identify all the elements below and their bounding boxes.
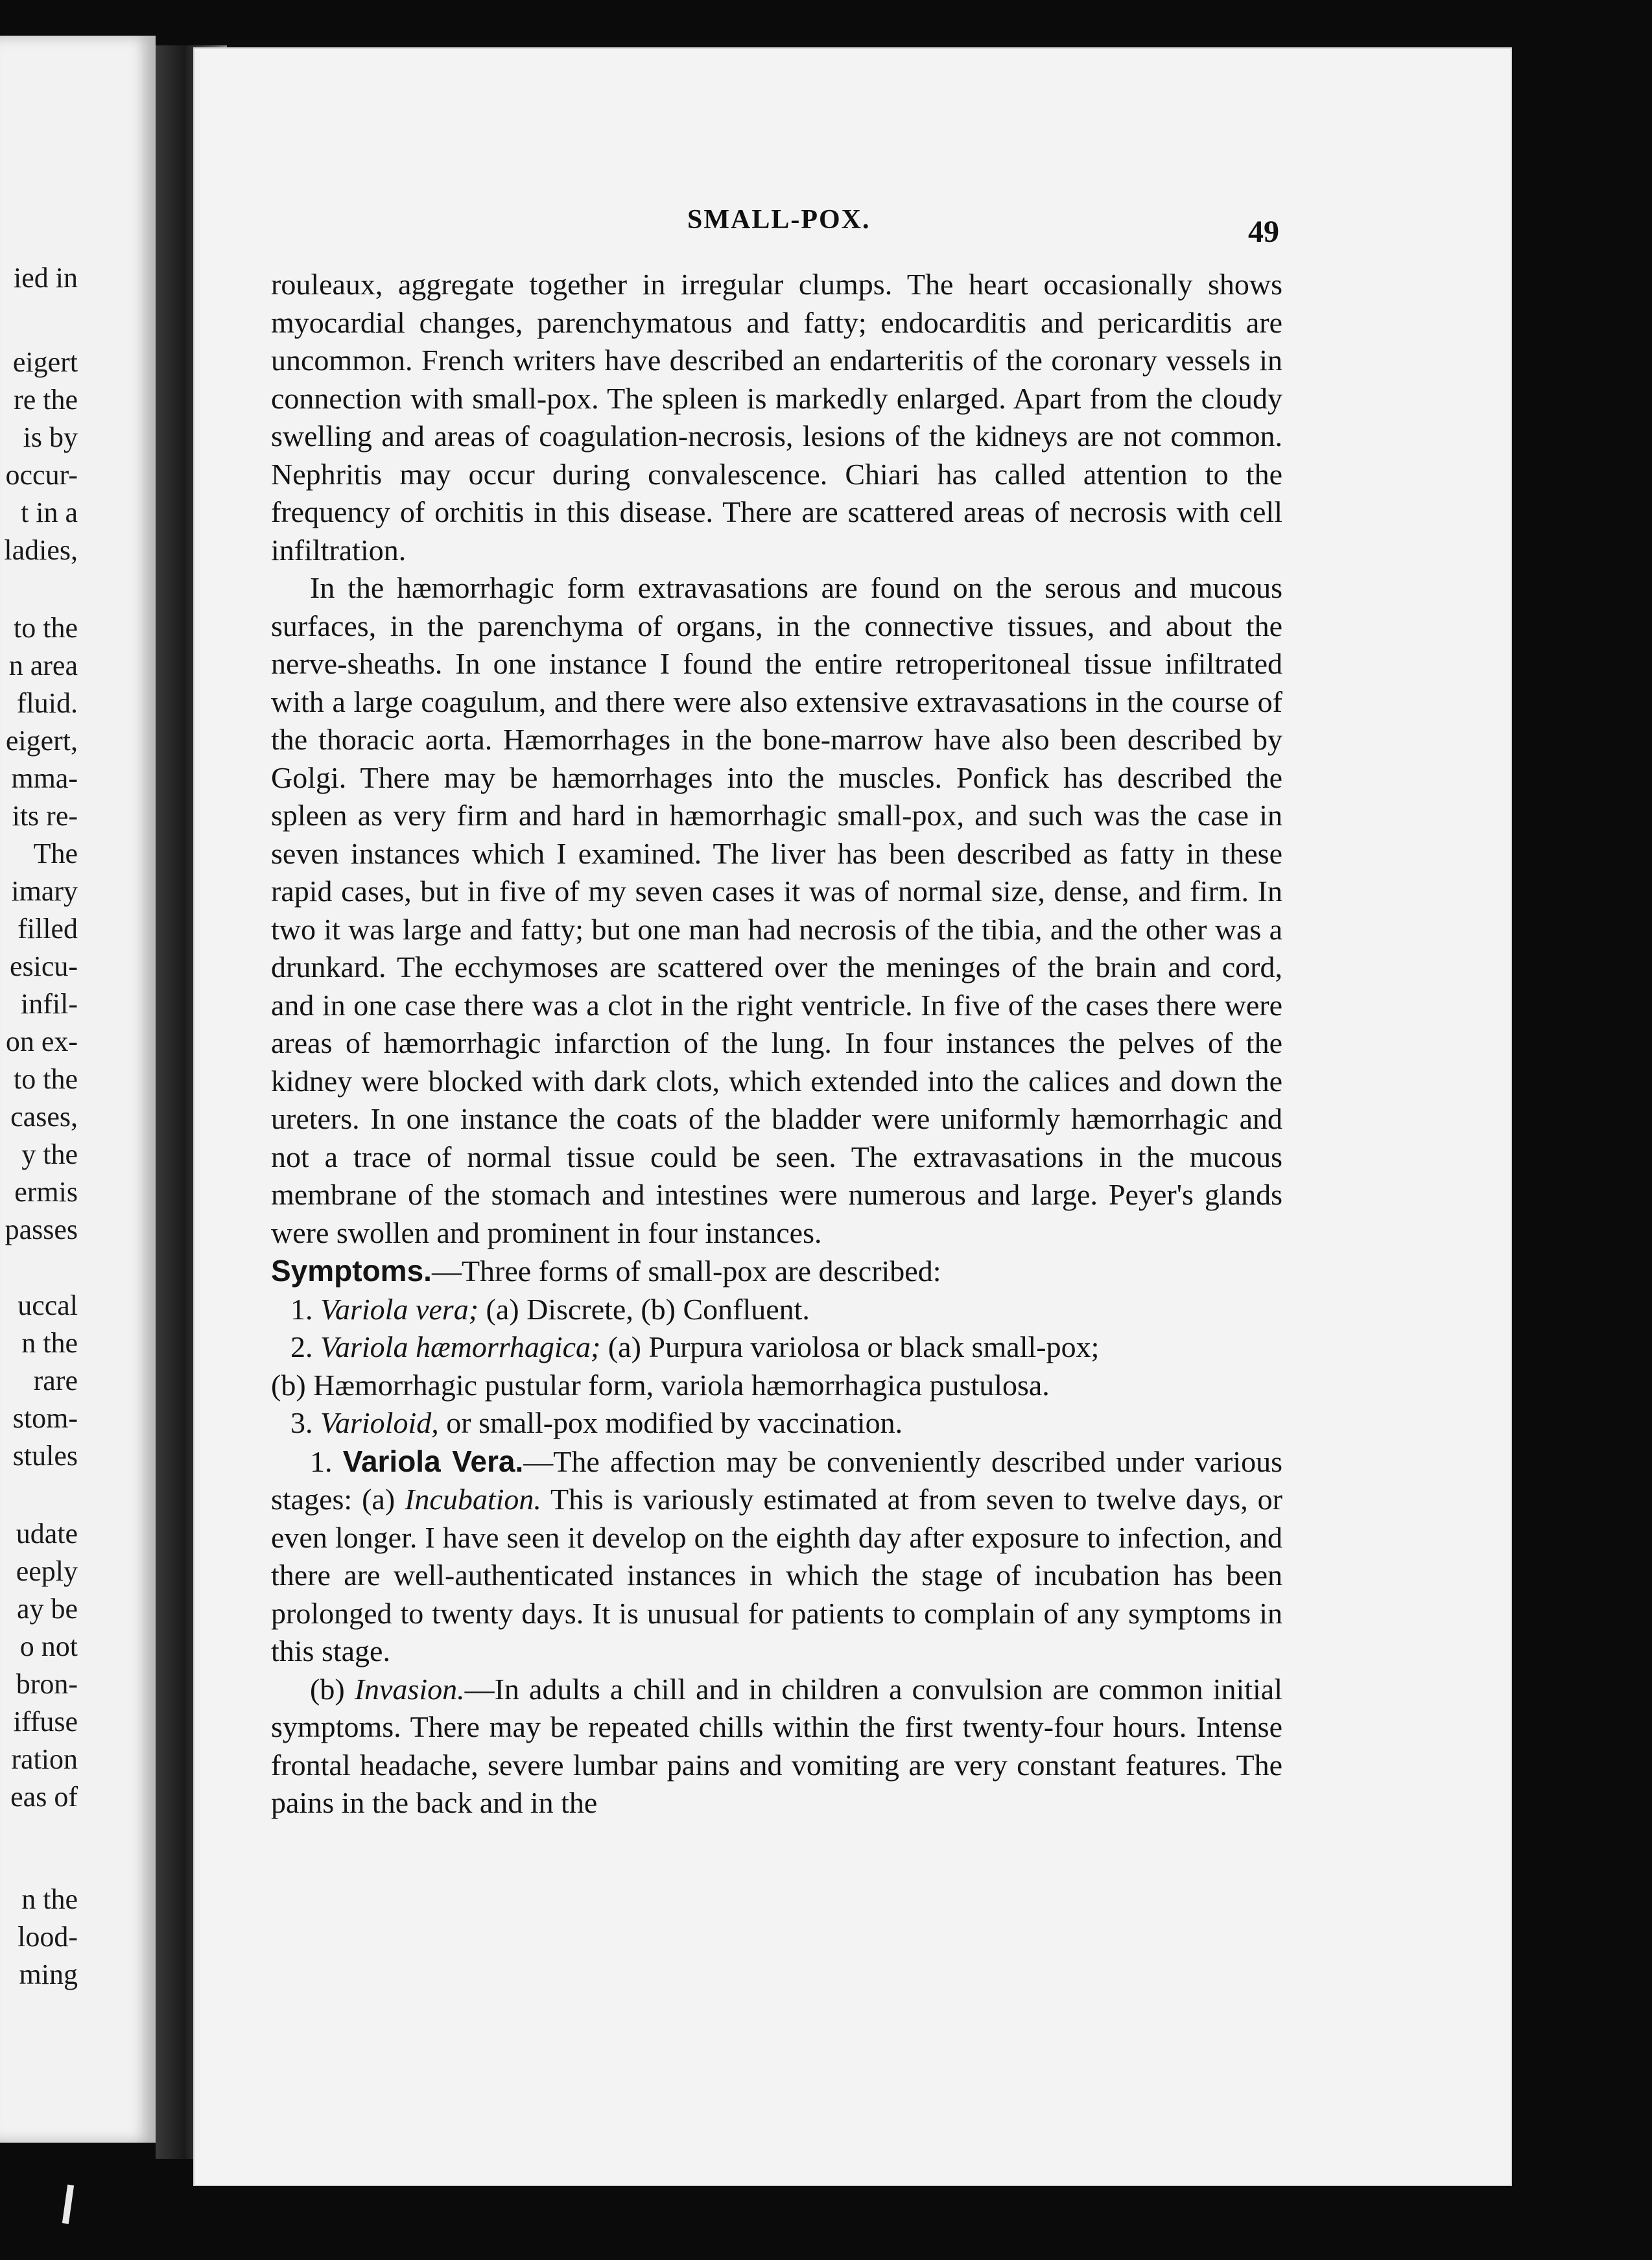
left-page-line: eigert, <box>5 725 78 757</box>
paragraph-text: —The affection may be conveniently described under various stages: (a) <box>271 1444 1282 1516</box>
left-page-line: imary <box>11 875 78 907</box>
left-page-line: ration <box>11 1743 78 1775</box>
left-page-line: n the <box>21 1327 78 1359</box>
page-body-text <box>271 266 1282 1822</box>
left-page-line: ied in <box>14 262 78 294</box>
left-page-line: lood- <box>18 1921 78 1953</box>
left-page-line: on ex- <box>5 1026 78 1057</box>
list-number: 3. <box>290 1406 313 1439</box>
section-heading-variola-vera: Variola Vera. <box>342 1444 524 1478</box>
previous-page-fragment <box>0 36 156 2143</box>
list-term: Variola hæmorrhagica; <box>320 1330 601 1363</box>
left-page-line: ay be <box>16 1593 78 1625</box>
subheading-invasion: Invasion. <box>354 1672 465 1706</box>
left-page-line: stom- <box>12 1402 78 1434</box>
section-number: 1. <box>310 1444 333 1478</box>
left-page-line: y the <box>21 1138 78 1170</box>
left-page-line: ladies, <box>4 534 78 566</box>
left-page-line: n the <box>21 1883 78 1915</box>
subsection-label: (b) <box>310 1672 345 1706</box>
list-text: (a) Purpura variolosa or black small-pox; <box>608 1330 1100 1363</box>
invasion-paragraph <box>271 1671 1282 1822</box>
left-page-line: filled <box>18 913 78 945</box>
page-number: 49 <box>1248 215 1279 249</box>
list-item <box>271 1291 1282 1329</box>
left-page-line: fluid. <box>16 687 78 719</box>
left-page-line: o not <box>19 1630 78 1662</box>
list-term: Varioloid, <box>320 1406 439 1439</box>
left-page-line: iffuse <box>13 1706 78 1737</box>
list-text: or small-pox modified by vaccination. <box>446 1406 903 1439</box>
left-page-line: cases, <box>10 1101 78 1133</box>
left-page-line: uccal <box>18 1289 78 1321</box>
subheading-incubation: Incubation. <box>405 1483 541 1516</box>
left-page-line: passes <box>5 1214 78 1245</box>
list-text: (a) Discrete, (b) Confluent. <box>486 1292 810 1326</box>
symptoms-paragraph <box>271 1252 1282 1291</box>
left-page-line: ming <box>19 1959 78 1990</box>
paragraph-text: This is variously estimated at from seven to twelve days, or even longer. I have seen it develop on the eighth day after exposure to infection, and there are well-authenticated instances in which the stage of incubation has been prolonged to twenty days. It is unusual for patients to complain of any symptoms in this stage. <box>271 1483 1282 1667</box>
left-page-line: is by <box>23 421 78 453</box>
symptoms-intro: —Three forms of small-pox are described: <box>431 1254 941 1288</box>
list-number: 1. <box>290 1292 313 1326</box>
left-page-line: bron- <box>16 1668 78 1700</box>
left-page-line: rare <box>33 1365 78 1396</box>
variola-vera-paragraph <box>271 1442 1282 1671</box>
left-page-line: eeply <box>16 1555 78 1587</box>
paragraph: In the hæmorrhagic form extravasations are found on the serous and mucous surfaces, in the parenchyma of organs, in the connective tissues, and about the nerve-sheaths. In one instance I found the entire retroperitoneal tissue infiltrated with a large coagulum, and there were also extensive extravasations in the course of the thoracic aorta. Hæmorrhages in the bone-marrow have also been described by Golgi. There may be hæmorrhages into the muscles. Ponfick has described the spleen as very firm and hard in hæmorrhagic small-pox, and such was the case in seven instances which I examined. The liver has been described as fatty in these rapid cases, but in five of my seven cases it was of normal size, dense, and firm. In two it was large and fatty; but one man had necrosis of the tibia, and the other was a drunkard. The ecchymoses are scattered over the meninges of the brain and cord, and in one case there was a clot in the right ventricle. In five of the cases there were areas of hæmorrhagic infarction of the lung. In four instances the pelves of the kidney were blocked with dark clots, which extended into the calices and down the ureters. In one instance the coats of the bladder were uniformly hæmorrhagic and not a trace of normal tissue could be seen. The extravasations in the mucous membrane of the stomach and intestines were numerous and large. Peyer's glands were swollen and prominent in four instances. <box>271 571 1282 1249</box>
left-page-line: mma- <box>11 762 78 794</box>
left-page-line: infil- <box>21 988 78 1020</box>
left-page-line: n area <box>8 650 78 681</box>
left-page-line: t in a <box>21 497 78 528</box>
paragraph-text: —In adults a chill and in children a convulsion are common initial symptoms. There may be repeated chills within the first twenty-four hours. Intense frontal headache, severe lumbar pains and vomiting are very constant features. The pains in the back and in the <box>271 1672 1283 1819</box>
left-page-line: its re- <box>12 800 78 832</box>
list-item <box>271 1404 1282 1442</box>
left-page-line: re the <box>14 384 78 416</box>
running-head: SMALL-POX. <box>687 205 871 235</box>
left-page-line: eas of <box>10 1781 78 1813</box>
left-page-line: to the <box>14 612 78 644</box>
left-page-line: eigert <box>12 346 78 378</box>
list-item <box>271 1328 1282 1367</box>
left-page-line: occur- <box>5 459 78 491</box>
left-page-line: udate <box>16 1518 78 1549</box>
left-page-line: stules <box>12 1440 78 1472</box>
page-edge-mark <box>62 2185 74 2224</box>
left-page-line: esicu- <box>9 950 78 982</box>
section-heading-symptoms: Symptoms. <box>271 1254 432 1288</box>
paragraph: rouleaux, aggregate together in irregular clumps. The heart occasionally shows myocardial changes, parenchymatous and fatty; endocarditis and pericarditis are uncommon. French writers have described an endarteritis of the coronary vessels in connection with small-pox. The spleen is markedly enlarged. Apart from the cloudy swelling and areas of coagulation-necrosis, lesions of the kidneys are not common. Nephritis may occur during convalescence. Chiari has called attention to the frequency of orchitis in this disease. There are scattered areas of necrosis with cell infiltration. <box>271 268 1282 567</box>
list-number: 2. <box>290 1330 313 1363</box>
list-item-continuation: (b) Hæmorrhagic pustular form, variola hæmorrhagica pustulosa. <box>271 1368 1050 1402</box>
list-term: Variola vera; <box>320 1292 479 1326</box>
left-page-line: ermis <box>14 1176 78 1208</box>
left-page-line: to the <box>14 1063 78 1095</box>
left-page-line: The <box>33 838 78 869</box>
